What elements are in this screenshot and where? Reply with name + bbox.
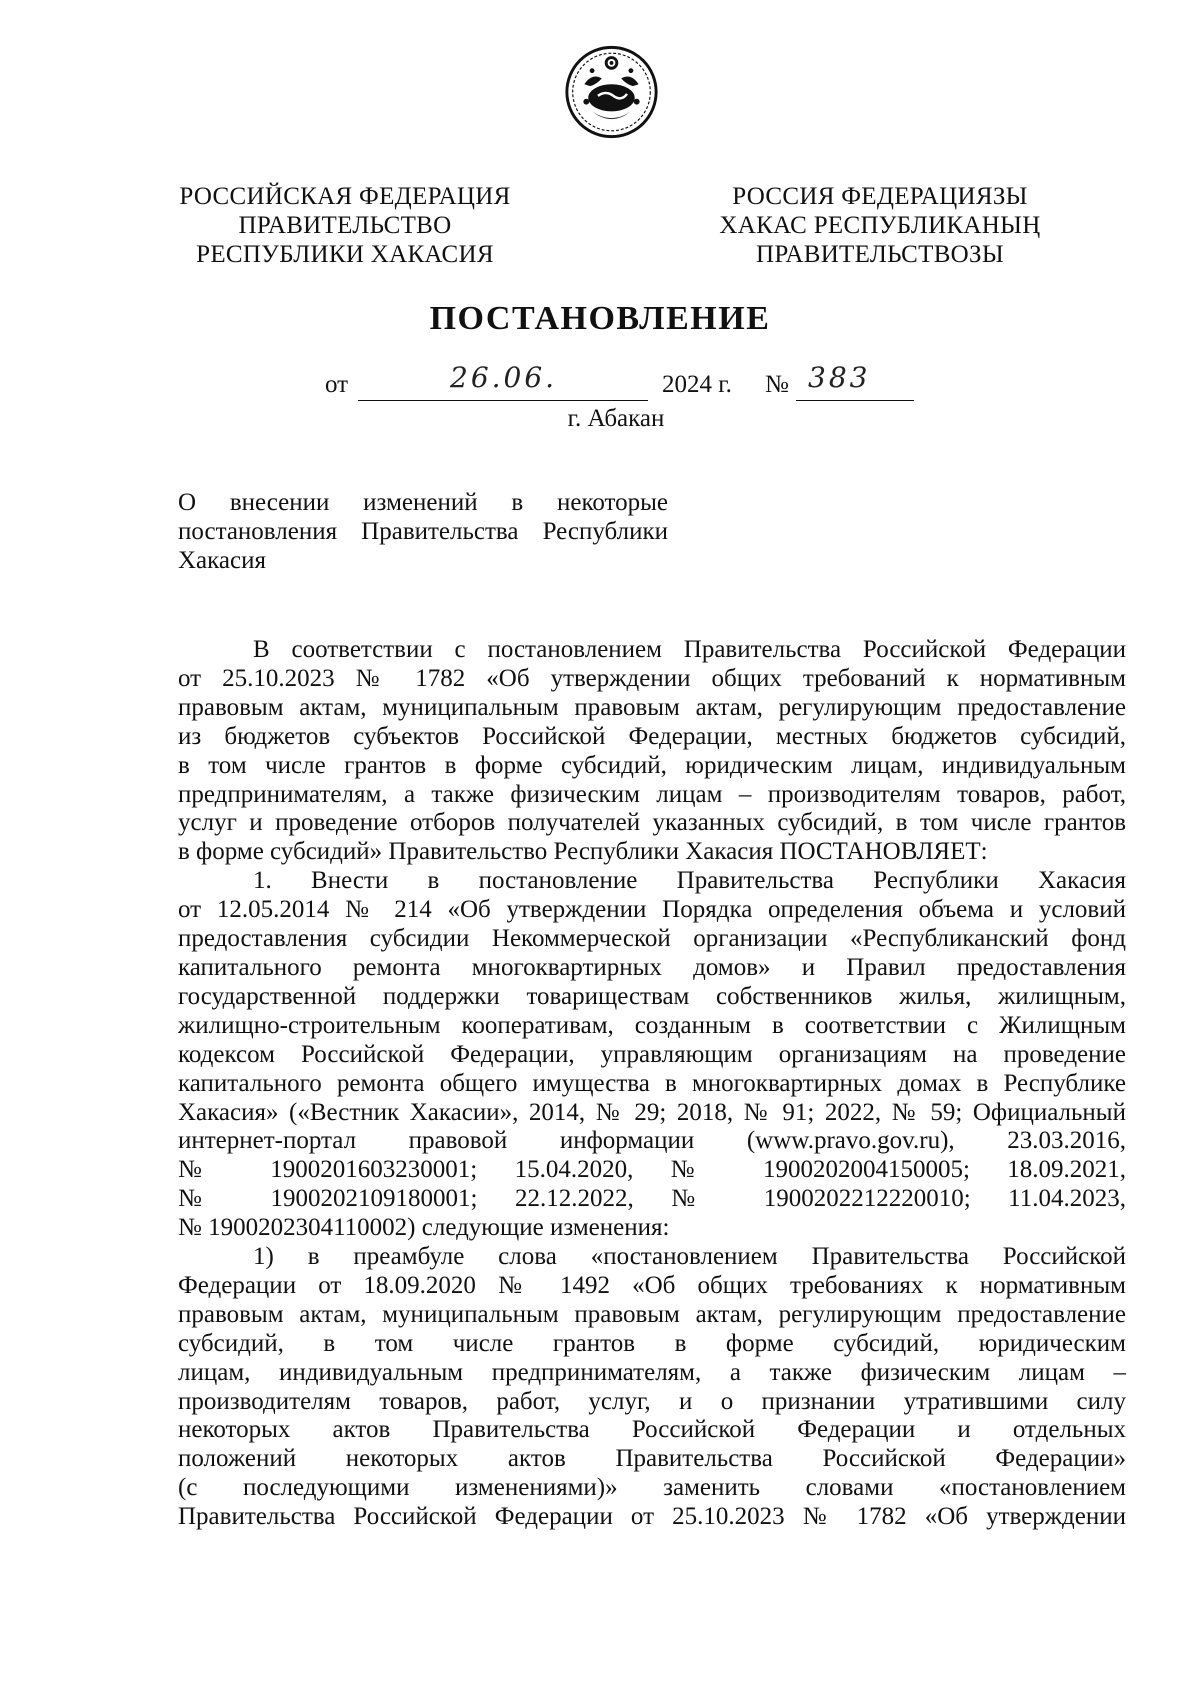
body-line: правовым актам, муниципальным правовым актам, регулирующим предоставление (178, 1300, 1126, 1328)
document-subject (178, 488, 668, 575)
from-label: от (325, 371, 349, 398)
coat-of-arms-emblem (563, 42, 660, 142)
city-name: г. Абакан (567, 405, 665, 432)
date-number-line (0, 361, 1200, 405)
city-line (0, 405, 1200, 433)
body-line: № 1900202109180001; 22.12.2022, № 1900202212220010; 11.04.2023, (178, 1185, 1126, 1213)
body-line: лицам, индивидуальным предпринимателям, а также физическим лицам – (178, 1358, 1126, 1386)
body-line: из бюджетов субъектов Российской Федерации, местных бюджетов субсидий, (178, 722, 1126, 750)
body-line: интернет-портал правовой информации (www.pravo.gov.ru), 23.03.2016, (178, 1127, 1126, 1155)
body-line: жилищно-строительным кооперативам, созданным в соответствии с Жилищным (178, 1011, 1126, 1039)
issuer-header-russian (165, 182, 525, 269)
document-type-title: ПОСТАНОВЛЕНИЕ (429, 300, 771, 337)
body-line: Федерации от 18.09.2020 № 1492 «Об общих требованиях к нормативным (178, 1271, 1126, 1299)
document-body (178, 636, 1126, 1532)
issuer-line: ХАКАС РЕСПУБЛИКАНЫҢ (719, 212, 1041, 239)
body-line: капитального ремонта общего имущества в многоквартирных домах в Республике (178, 1069, 1126, 1097)
issuer-line: ПРАВИТЕЛЬСТВОЗЫ (756, 241, 1004, 268)
body-line: услуг и проведение отборов получателей указанных субсидий, в том числе грантов (178, 809, 1126, 837)
body-line: субсидий, в том числе грантов в форме субсидий, юридическим (178, 1329, 1126, 1357)
body-line: в форме субсидий» Правительство Республики Хакасия ПОСТАНОВЛЯЕТ: (178, 838, 988, 866)
body-line: предоставления субсидии Некоммерческой организации «Республиканский фонд (178, 925, 1126, 953)
body-line: от 12.05.2014 № 214 «Об утверждении Порядка определения объема и условий (178, 896, 1126, 924)
body-line: 1. Внести в постановление Правительства Республики Хакасия (253, 867, 1126, 895)
issuer-line: ПРАВИТЕЛЬСТВО (238, 212, 452, 239)
body-line: (с последующими изменениями)» заменить словами «постановлением (178, 1474, 1126, 1502)
issuer-line: РЕСПУБЛИКИ ХАКАСИЯ (196, 241, 494, 268)
body-line: № 1900201603230001; 15.04.2020, № 1900202004150005; 18.09.2021, (178, 1156, 1126, 1184)
subject-line: О внесении изменений в некоторые (178, 489, 668, 516)
body-line: 1) в преамбуле слова «постановлением Правительства Российской (253, 1243, 1126, 1271)
body-line: № 1900202304110002) следующие изменения: (178, 1214, 670, 1242)
body-line: правовым актам, муниципальным правовым актам, регулирующим предоставление (178, 693, 1126, 721)
issuer-header-khakas (700, 182, 1060, 269)
body-line: Правительства Российской Федерации от 25.10.2023 № 1782 «Об утверждении (178, 1503, 1126, 1531)
body-line: Хакасия» («Вестник Хакасии», 2014, № 29; 2018, № 91; 2022, № 59; Официальный (178, 1098, 1126, 1126)
body-line: положений некоторых актов Правительства Российской Федерации» (178, 1445, 1126, 1473)
handwritten-number: 383 (808, 361, 871, 394)
issuer-line: РОССИЙСКАЯ ФЕДЕРАЦИЯ (179, 183, 511, 210)
handwritten-date: 26.06. (450, 361, 558, 394)
date-underline (358, 400, 648, 401)
number-underline (796, 400, 914, 401)
body-line: В соответствии с постановлением Правительства Российской Федерации (253, 636, 1126, 663)
body-line: кодексом Российской Федерации, управляющим организациям на проведение (178, 1040, 1126, 1068)
issuer-line: РОССИЯ ФЕДЕРАЦИЯЗЫ (732, 183, 1028, 210)
number-label: № (765, 371, 789, 398)
body-line: капитального ремонта многоквартирных домов» и Правил предоставления (178, 953, 1126, 981)
body-line: в том числе грантов в форме субсидий, юридическим лицам, индивидуальным (178, 751, 1126, 779)
body-line: государственной поддержки товариществам собственников жилья, жилищным, (178, 982, 1126, 1010)
body-line: предпринимателям, а также физическим лицам – производителям товаров, работ, (178, 780, 1126, 808)
year-label: 2024 г. (662, 371, 732, 398)
subject-line: постановления Правительства Республики (178, 518, 668, 545)
body-line: некоторых актов Правительства Российской Федерации и отдельных (178, 1416, 1126, 1444)
body-line: от 25.10.2023 № 1782 «Об утверждении общих требований к нормативным (178, 664, 1126, 692)
subject-line: Хакасия (178, 547, 266, 574)
body-line: производителям товаров, работ, услуг, и о признании утратившими силу (178, 1387, 1126, 1415)
